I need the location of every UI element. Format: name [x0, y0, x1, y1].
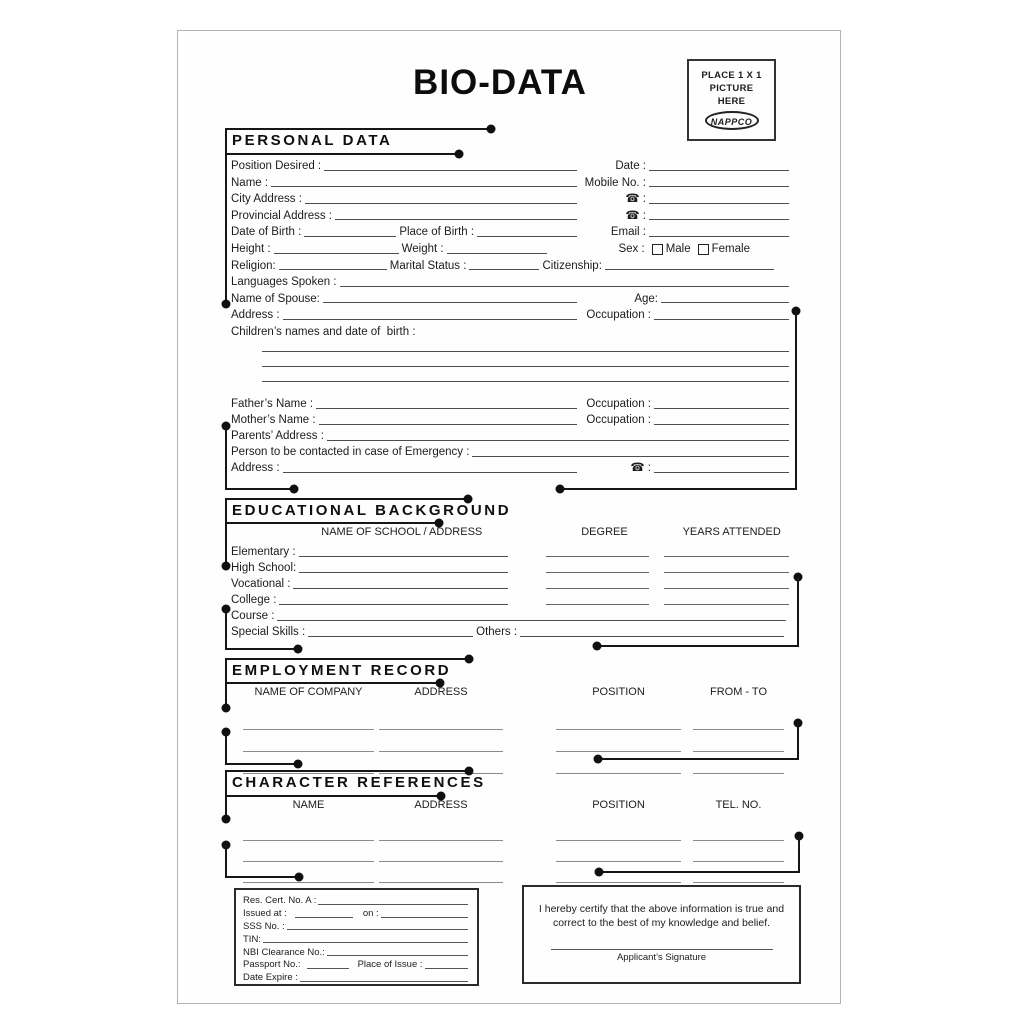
place-of-issue-field[interactable] — [425, 966, 468, 969]
elementary-school-field[interactable] — [299, 554, 508, 557]
connector-dot — [465, 655, 474, 664]
emergency-contact-label: Person to be contacted in case of Emergency : — [231, 446, 470, 459]
occupation-label: Occupation : — [586, 398, 651, 411]
tin-label: TIN: — [243, 933, 261, 945]
form-row — [226, 223, 792, 240]
connector-line — [798, 836, 800, 873]
reference-name-field[interactable] — [243, 838, 374, 841]
signature-field[interactable] — [551, 947, 773, 950]
high-school-degree-field[interactable] — [546, 570, 649, 573]
high-school-field[interactable] — [299, 570, 508, 573]
occupation-field[interactable] — [654, 317, 789, 320]
connector-line — [226, 153, 459, 155]
connector-dot — [290, 485, 299, 494]
connector-line — [797, 577, 799, 647]
connector-line — [226, 648, 298, 650]
signature-label: Applicant’s Signature — [616, 952, 707, 964]
form-row — [226, 355, 792, 370]
references-section — [226, 799, 792, 883]
mobile-no-field[interactable] — [649, 184, 789, 187]
column-header-school: NAME OF SCHOOL / ADDRESS — [321, 526, 483, 538]
documents-box — [234, 888, 479, 986]
nbi-clearance-field[interactable] — [327, 953, 468, 956]
reference-address-field[interactable] — [379, 880, 503, 883]
connector-line — [795, 311, 797, 490]
form-row — [226, 428, 792, 444]
column-header-address: ADDRESS — [414, 799, 468, 811]
others-field[interactable] — [520, 634, 784, 637]
emergency-address-label: Address : — [231, 462, 280, 475]
religion-field[interactable] — [279, 267, 387, 270]
certification-statement: I hereby certify that the above information is true and correct to the best of my knowledge and belief. — [538, 903, 785, 930]
connector-line — [226, 770, 469, 772]
parents-address-label: Parents’ Address : — [231, 430, 324, 443]
form-row — [243, 894, 470, 907]
place-of-issue-label: Place of Issue : — [357, 959, 423, 971]
name-of-spouse-label: Name of Spouse: — [231, 292, 320, 305]
languages-spoken-field[interactable] — [340, 284, 789, 287]
passport-no-field[interactable] — [307, 966, 349, 969]
issued-at-label: Issued at : — [243, 908, 287, 920]
connector-line — [597, 645, 798, 647]
references-header-row — [226, 799, 792, 813]
photo-instruction-line1: PLACE 1 X 1 — [701, 70, 762, 81]
form-row — [243, 945, 470, 958]
mother-occupation-field[interactable] — [654, 422, 789, 425]
column-header-company: NAME OF COMPANY — [254, 686, 363, 698]
sex-label: Sex : — [618, 242, 645, 255]
education-row — [226, 544, 792, 560]
employment-section — [226, 686, 792, 774]
connector-dot — [294, 645, 303, 654]
sss-no-label: SSS No. : — [243, 920, 285, 932]
employment-row — [226, 730, 792, 752]
city-address-label: City Address : — [231, 193, 302, 206]
religion-label: Religion: — [231, 259, 276, 272]
elementary-years-field[interactable] — [664, 554, 789, 557]
section-title-references: CHARACTER REFERENCES — [232, 774, 486, 791]
photo-instruction-line3: HERE — [717, 96, 746, 107]
spouse-address-field[interactable] — [283, 317, 577, 320]
high-school-years-field[interactable] — [664, 570, 789, 573]
form-row — [243, 958, 470, 971]
form-row — [243, 920, 470, 933]
vocational-years-field[interactable] — [664, 586, 789, 589]
date-expire-field[interactable] — [300, 979, 468, 982]
form-row — [226, 257, 792, 274]
name-of-spouse-field[interactable] — [323, 300, 577, 303]
email-field[interactable] — [649, 234, 789, 237]
form-row — [226, 290, 792, 307]
college-degree-field[interactable] — [546, 602, 649, 605]
age-label: Age: — [634, 292, 658, 305]
connector-line — [226, 488, 294, 490]
connector-dot — [487, 125, 496, 134]
mothers-name-label: Mother’s Name : — [231, 414, 316, 427]
photo-placeholder-box — [687, 59, 776, 141]
form-row — [226, 444, 792, 460]
height-label: Height : — [231, 242, 271, 255]
height-field[interactable] — [274, 251, 399, 254]
personal-data-section — [226, 157, 792, 476]
certification-box — [522, 885, 801, 984]
form-row — [226, 207, 792, 224]
college-school-field[interactable] — [279, 602, 508, 605]
column-header-years: YEARS ATTENDED — [682, 526, 781, 538]
children-label: Children’s names and date of birth : — [231, 326, 416, 339]
phone-field[interactable] — [649, 217, 789, 220]
emergency-address-field[interactable] — [283, 470, 577, 473]
occupation-label: Occupation : — [586, 414, 651, 427]
high-school-label: High School: — [231, 562, 297, 575]
connector-dot — [556, 485, 565, 494]
provincial-address-field[interactable] — [335, 217, 577, 220]
from-to-field[interactable] — [693, 771, 784, 774]
form-row — [226, 240, 792, 257]
reference-tel-field[interactable] — [693, 838, 784, 841]
place-of-birth-field[interactable] — [477, 234, 577, 237]
date-of-birth-label: Date of Birth : — [231, 226, 302, 239]
connector-line — [226, 795, 441, 797]
male-label: Male — [665, 242, 691, 255]
employment-header-row — [226, 686, 792, 700]
age-field[interactable] — [661, 300, 789, 303]
connector-line — [226, 498, 468, 500]
photo-instruction-line2: PICTURE — [709, 83, 754, 94]
column-header-from-to: FROM - TO — [709, 686, 768, 698]
course-label: Course : — [231, 610, 275, 623]
from-to-field[interactable] — [693, 749, 784, 752]
reference-name-field[interactable] — [243, 880, 374, 883]
reference-tel-field[interactable] — [693, 859, 784, 862]
occupation-label: Occupation : — [586, 309, 651, 322]
column-header-name: NAME — [292, 799, 325, 811]
parents-address-field[interactable] — [327, 438, 789, 441]
college-label: College : — [231, 594, 277, 607]
connector-line — [226, 128, 491, 130]
others-label: Others : — [476, 626, 518, 639]
weight-field[interactable] — [447, 251, 547, 254]
emergency-contact-field[interactable] — [472, 454, 789, 457]
position-desired-label: Position Desired : — [231, 159, 322, 172]
form-row — [243, 932, 470, 945]
sss-no-field[interactable] — [287, 927, 468, 930]
form-row — [226, 396, 792, 412]
position-desired-field[interactable] — [324, 168, 577, 171]
connector-line — [226, 522, 439, 524]
section-title-education: EDUCATIONAL BACKGROUND — [232, 502, 512, 519]
phone-icon-label: ☎ : — [625, 193, 646, 206]
spacer — [226, 385, 792, 396]
connector-line — [226, 658, 469, 660]
form-row — [243, 907, 470, 920]
fathers-name-label: Father’s Name : — [231, 398, 314, 411]
date-label: Date : — [615, 159, 646, 172]
nappco-logo: NAPPCO — [705, 111, 759, 130]
email-label: Email : — [610, 226, 646, 239]
female-checkbox[interactable] — [698, 244, 709, 255]
reference-tel-field[interactable] — [693, 880, 784, 883]
college-years-field[interactable] — [664, 602, 789, 605]
position-field[interactable] — [556, 727, 681, 730]
section-title-personal: PERSONAL DATA — [232, 132, 393, 149]
reference-row — [226, 862, 792, 883]
reference-position-field[interactable] — [556, 880, 681, 883]
education-row — [226, 560, 792, 576]
form-row — [226, 340, 792, 355]
date-of-birth-field[interactable] — [304, 234, 396, 237]
connector-line — [797, 723, 799, 760]
reference-position-field[interactable] — [556, 838, 681, 841]
form-row — [226, 174, 792, 191]
connector-dot — [593, 642, 602, 651]
employment-row — [226, 700, 792, 730]
page-title: BIO-DATA — [413, 63, 587, 102]
vocational-school-field[interactable] — [293, 586, 508, 589]
female-label: Female — [711, 242, 750, 255]
form-row — [226, 190, 792, 207]
column-header-degree: DEGREE — [581, 526, 628, 538]
reference-address-field[interactable] — [379, 859, 503, 862]
citizenship-label: Citizenship: — [542, 259, 602, 272]
company-field[interactable] — [243, 727, 374, 730]
reference-row — [226, 841, 792, 862]
column-header-tel-no: TEL. NO. — [715, 799, 762, 811]
res-cert-label: Res. Cert. No. A : — [243, 895, 317, 907]
course-field[interactable] — [277, 618, 786, 621]
phone-icon-label: ☎ : — [630, 462, 651, 475]
children-field[interactable] — [262, 364, 789, 367]
name-field[interactable] — [271, 184, 577, 187]
elementary-degree-field[interactable] — [546, 554, 649, 557]
weight-label: Weight : — [401, 242, 444, 255]
form-row — [226, 323, 792, 340]
city-address-field[interactable] — [305, 201, 577, 204]
from-to-field[interactable] — [693, 727, 784, 730]
elementary-label: Elementary : — [231, 546, 296, 559]
marital-status-field[interactable] — [469, 267, 539, 270]
form-row — [226, 460, 792, 476]
place-of-birth-label: Place of Birth : — [399, 226, 475, 239]
section-title-employment: EMPLOYMENT RECORD — [232, 662, 452, 679]
address-field[interactable] — [379, 749, 503, 752]
special-skills-field[interactable] — [308, 634, 473, 637]
issued-on-field[interactable] — [381, 915, 468, 918]
mothers-name-field[interactable] — [319, 422, 577, 425]
father-occupation-field[interactable] — [654, 406, 789, 409]
education-row — [226, 608, 792, 624]
bio-data-form — [177, 30, 841, 1004]
form-row — [226, 306, 792, 323]
form-row — [226, 273, 792, 290]
education-row — [226, 592, 792, 608]
children-field[interactable] — [262, 349, 789, 352]
connector-line — [226, 682, 440, 684]
form-row — [243, 971, 470, 984]
special-skills-label: Special Skills : — [231, 626, 306, 639]
mobile-no-label: Mobile No. : — [584, 176, 646, 189]
phone-field[interactable] — [649, 201, 789, 204]
spouse-address-label: Address : — [231, 309, 280, 322]
children-field[interactable] — [262, 379, 789, 382]
citizenship-field[interactable] — [605, 267, 774, 270]
date-expire-label: Date Expire : — [243, 972, 298, 984]
position-field[interactable] — [556, 771, 681, 774]
provincial-address-label: Provincial Address : — [231, 209, 332, 222]
passport-no-label: Passport No.: — [243, 959, 301, 971]
vocational-degree-field[interactable] — [546, 586, 649, 589]
emergency-phone-field[interactable] — [654, 470, 789, 473]
address-field[interactable] — [379, 727, 503, 730]
vocational-label: Vocational : — [231, 578, 291, 591]
position-field[interactable] — [556, 749, 681, 752]
reference-position-field[interactable] — [556, 859, 681, 862]
res-cert-field[interactable] — [318, 902, 468, 905]
form-row — [226, 370, 792, 385]
marital-status-label: Marital Status : — [389, 259, 467, 272]
education-row — [226, 624, 792, 640]
column-header-position: POSITION — [592, 799, 645, 811]
education-header-row — [226, 526, 792, 544]
column-header-address: ADDRESS — [414, 686, 468, 698]
reference-address-field[interactable] — [379, 838, 503, 841]
tin-field[interactable] — [263, 940, 468, 943]
male-checkbox[interactable] — [652, 244, 663, 255]
education-row — [226, 576, 792, 592]
form-row — [226, 412, 792, 428]
reference-row — [226, 813, 792, 841]
reference-name-field[interactable] — [243, 859, 374, 862]
name-label: Name : — [231, 176, 269, 189]
education-section — [226, 526, 792, 640]
issued-at-field[interactable] — [295, 915, 353, 918]
date-field[interactable] — [649, 168, 789, 171]
phone-icon-label: ☎ : — [625, 209, 646, 222]
form-row — [226, 157, 792, 174]
company-field[interactable] — [243, 749, 374, 752]
connector-line — [560, 488, 796, 490]
nbi-clearance-label: NBI Clearance No.: — [243, 946, 325, 958]
fathers-name-field[interactable] — [316, 406, 577, 409]
column-header-position: POSITION — [592, 686, 645, 698]
issued-on-label: on : — [362, 908, 379, 920]
languages-spoken-label: Languages Spoken : — [231, 276, 337, 289]
